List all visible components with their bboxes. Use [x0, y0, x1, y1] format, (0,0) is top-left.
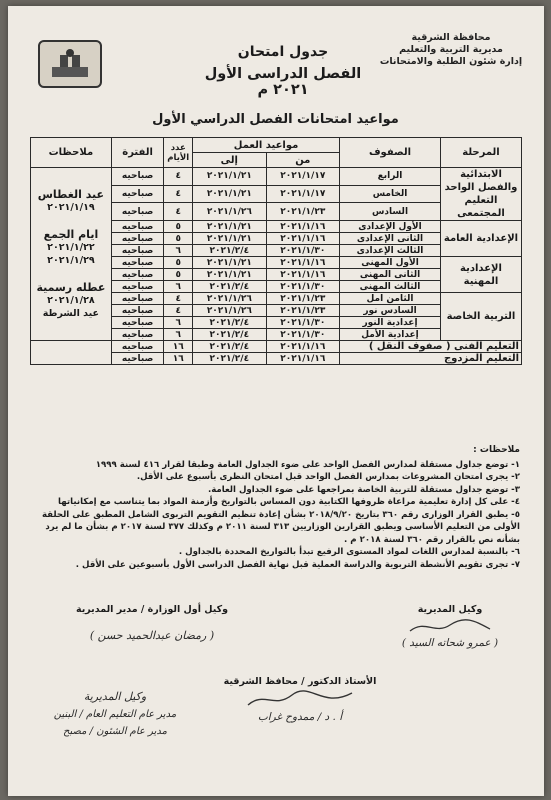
days-cell: ٥: [164, 221, 193, 233]
deputy-director-signature: [380, 604, 520, 649]
document-title: [188, 44, 378, 98]
grade-cell: الثانى الإعدادى: [340, 233, 441, 245]
table-row: [31, 341, 522, 353]
period-cell: صباحيه: [111, 269, 164, 281]
days-cell: ٤: [164, 203, 193, 221]
governor-title: الأستاذ الدكتور / محافظ الشرقية: [223, 676, 377, 687]
note-holiday-4: عيد الشرطة: [42, 308, 100, 319]
from-cell: ٢٠٢١/١/٢٣: [266, 305, 339, 317]
days-cell: ١٦: [164, 353, 193, 365]
ministry-logo-icon: [38, 40, 102, 88]
to-cell: ٢٠٢١/١/٢٦: [193, 305, 266, 317]
note-holiday-2: ايام الجمع: [43, 228, 99, 241]
period-cell: صباحيه: [111, 317, 164, 329]
period-cell: صباحيه: [111, 281, 164, 293]
header-period: الفترة: [111, 138, 164, 168]
deputy-director-name: ( عمرو شحاته السيد ): [401, 637, 499, 649]
header-num-days: عدد الأيام: [164, 138, 193, 168]
grade-cell: السادس: [340, 203, 441, 221]
days-cell: ٥: [164, 269, 193, 281]
to-cell: ٢٠٢١/١/٢١: [193, 257, 266, 269]
from-cell: ٢٠٢١/١/٢٣: [266, 293, 339, 305]
note-item: ٦- بالنسبة لمدارس اللغات لمواد المستوى الرفيع تبدأ بالتواريخ المحددة بالجداول .: [178, 547, 520, 557]
to-cell: ٢٠٢١/٢/٤: [193, 281, 266, 293]
from-cell: ٢٠٢١/١/٢٣: [266, 203, 339, 221]
header-grades: الصفوف: [340, 138, 441, 168]
days-cell: ٤: [164, 168, 193, 186]
grade-cell: السادس نور: [340, 305, 441, 317]
header-work-times: مواعيد العمل: [193, 138, 340, 153]
header-notes: ملاحظات: [31, 138, 112, 168]
days-cell: ١٦: [164, 341, 193, 353]
governor-signature: [200, 676, 400, 723]
grade-cell: إعدادية الأمل: [340, 329, 441, 341]
days-cell: ٦: [164, 245, 193, 257]
deputy-ministry-name: ( رمضان عبدالحميد حسن ): [89, 629, 215, 642]
governorate-line: محافظة الشرقية: [411, 32, 491, 43]
period-cell: صباحيه: [111, 221, 164, 233]
days-cell: ٦: [164, 317, 193, 329]
period-cell: صباحيه: [111, 341, 164, 353]
to-cell: ٢٠٢١/٢/٤: [193, 245, 266, 257]
schedule-subtitle: مواعيد امتحانات الفصل الدراسي الأول: [152, 112, 399, 127]
grade-cell: الثالث المهنى: [340, 281, 441, 293]
note-item: ٤- على كل إدارة تعليمية مراعاة ظروفها الكتابية دون المساس بالتواريخ وأزمنة المواد بما يتناسب مع إمكانياتها: [58, 497, 520, 507]
governor-name: أ . د / ممدوح غراب: [257, 711, 343, 723]
period-cell: صباحيه: [111, 168, 164, 186]
title-line-2: الفصل الدراسى الأول ٢٠٢١ م: [204, 66, 362, 98]
note-item: ٣- توضع جداول مستقلة للتربية الخاصة بمراجعها على ضوء الجداول العامة.: [207, 484, 520, 495]
handwriting-line: وكيل المديرية: [83, 690, 147, 703]
from-cell: ٢٠٢١/١/١٦: [266, 353, 339, 365]
note-item: ١- توضع جداول مستقلة لمدارس الفصل الواحد على ضوء الجداول العامة وطبقا لقرار ٤١٦ لسنة ١٩٩٩: [95, 459, 520, 470]
days-cell: ٤: [164, 293, 193, 305]
to-cell: ٢٠٢١/٢/٤: [193, 317, 266, 329]
dual-ed-label: التعليم المزدوج: [340, 353, 522, 365]
title-line-1: جدول امتحان: [237, 44, 329, 60]
from-cell: ٢٠٢١/١/١٦: [266, 233, 339, 245]
to-cell: ٢٠٢١/١/٢٦: [193, 203, 266, 221]
days-cell: ٤: [164, 185, 193, 203]
deputy-ministry-signature: [62, 604, 242, 642]
note-holiday-1: عيد الغطاس: [37, 188, 105, 201]
handwritten-notes: [50, 690, 180, 782]
to-cell: ٢٠٢١/٢/٤: [193, 329, 266, 341]
period-cell: صباحيه: [111, 329, 164, 341]
grade-cell: الرابع: [340, 168, 441, 186]
grade-cell: الثامن امل: [340, 293, 441, 305]
technical-ed-label: التعليم الفنى ( صفوف النقل ): [340, 341, 522, 353]
stage-prep-vocational: الإعدادية المهنية: [440, 257, 521, 293]
handwriting-line: مدير عام التعليم العام / البنين: [53, 709, 177, 720]
days-cell: ٦: [164, 281, 193, 293]
to-cell: ٢٠٢١/١/٢١: [193, 185, 266, 203]
stage-prep-general: الإعدادية العامة: [440, 221, 521, 257]
period-cell: صباحيه: [111, 203, 164, 221]
period-cell: صباحيه: [111, 305, 164, 317]
note-holiday-3: عطله رسمية: [36, 281, 106, 294]
period-cell: صباحيه: [111, 245, 164, 257]
note-date-1: ٢٠٢١/١/١٩: [47, 202, 95, 213]
days-cell: ٥: [164, 257, 193, 269]
handwriting-line: مدير عام الشئون / مصبح: [63, 726, 167, 737]
signature-scribble-icon: [405, 617, 495, 637]
from-cell: ٢٠٢١/١/١٦: [266, 341, 339, 353]
note-date-2: ٢٠٢١/١/٢٢: [47, 242, 95, 253]
period-cell: صباحيه: [111, 185, 164, 203]
from-cell: ٢٠٢١/١/١٧: [266, 168, 339, 186]
notes-column: [31, 168, 112, 341]
note-date-4: ٢٠٢١/١/٢٨: [47, 295, 95, 306]
notes-heading: ملاحظات :: [473, 445, 520, 455]
exam-schedule-table: [30, 137, 522, 365]
period-cell: صباحيه: [111, 353, 164, 365]
to-cell: ٢٠٢١/١/٢١: [193, 168, 266, 186]
from-cell: ٢٠٢١/١/٣٠: [266, 245, 339, 257]
department-line: إدارة شئون الطلبة والامتحانات: [379, 56, 523, 67]
from-cell: ٢٠٢١/١/١٦: [266, 269, 339, 281]
stage-primary: الابتدائية والفصل الواحد التعليم المجتمعى: [440, 168, 521, 221]
note-item: ٥- يطبق القرار الوزارى رقم ٣٦٠ بتاريخ ٢٠١٨/٩/٢٠ بشأن إعادة تنظيم التقويم التربوى الشامل المطبق على الحلقة الأولى من التعليم الأساسى ويطبق القرارين الوزاريين ٣١٣ لسنة ٢٠١١ م وكذلك ٣٧٧ لسنة ٢٠١٧ م بشأن ما لم يرد بشأنه نص بالقرار رقم ٣٦٠ لسنة ٢٠١٨ م .: [41, 509, 520, 545]
from-cell: ٢٠٢١/١/١٦: [266, 221, 339, 233]
table-header-row: [31, 138, 522, 153]
days-cell: ٤: [164, 305, 193, 317]
grade-cell: الأول الإعدادى: [340, 221, 441, 233]
stage-special-ed: التربية الخاصة: [440, 293, 521, 341]
to-cell: ٢٠٢١/٢/٤: [193, 341, 266, 353]
grade-cell: إعدادية النور: [340, 317, 441, 329]
from-cell: ٢٠٢١/١/٣٠: [266, 329, 339, 341]
to-cell: ٢٠٢١/١/٢١: [193, 233, 266, 245]
signature-scribble-icon: [240, 689, 360, 711]
grade-cell: الخامس: [340, 185, 441, 203]
to-cell: ٢٠٢١/١/٢١: [193, 221, 266, 233]
note-date-3: ٢٠٢١/١/٢٩: [47, 255, 95, 266]
to-cell: ٢٠٢١/١/٢٦: [193, 293, 266, 305]
grade-cell: الثالث الإعدادى: [340, 245, 441, 257]
period-cell: صباحيه: [111, 233, 164, 245]
note-item: ٢- يجرى امتحان المشروعات بمدارس الفصل الواحد قبل امتحان النظرى بأسبوع على الأقل.: [136, 472, 520, 482]
directorate-line: مديرية التربية والتعليم: [399, 44, 503, 55]
to-cell: ٢٠٢١/٢/٤: [193, 353, 266, 365]
from-cell: ٢٠٢١/١/١٧: [266, 185, 339, 203]
notes-section: [30, 444, 520, 571]
to-cell: ٢٠٢١/١/٢١: [193, 269, 266, 281]
grade-cell: الأول المهنى: [340, 257, 441, 269]
grade-cell: الثانى المهنى: [340, 269, 441, 281]
from-cell: ٢٠٢١/١/٣٠: [266, 281, 339, 293]
header-stage: المرحلة: [440, 138, 521, 168]
deputy-ministry-title: وكيل أول الوزارة / مدير المديرية: [75, 604, 229, 615]
header-from: من: [266, 153, 339, 168]
header-to: إلى: [193, 153, 266, 168]
deputy-director-title: وكيل المديرية: [417, 604, 483, 615]
issuer-header: [376, 32, 526, 68]
from-cell: ٢٠٢١/١/٣٠: [266, 317, 339, 329]
days-cell: ٥: [164, 233, 193, 245]
table-row: [31, 168, 522, 186]
notes-empty-cell: [31, 341, 112, 365]
period-cell: صباحيه: [111, 257, 164, 269]
period-cell: صباحيه: [111, 293, 164, 305]
days-cell: ٦: [164, 329, 193, 341]
note-item: ٧- تجرى تقويم الأنشطة التربوية والدراسة العملية قبل نهاية الفصل الدراسى الأول بأسبوعين على الأقل .: [75, 559, 520, 570]
from-cell: ٢٠٢١/١/١٦: [266, 257, 339, 269]
